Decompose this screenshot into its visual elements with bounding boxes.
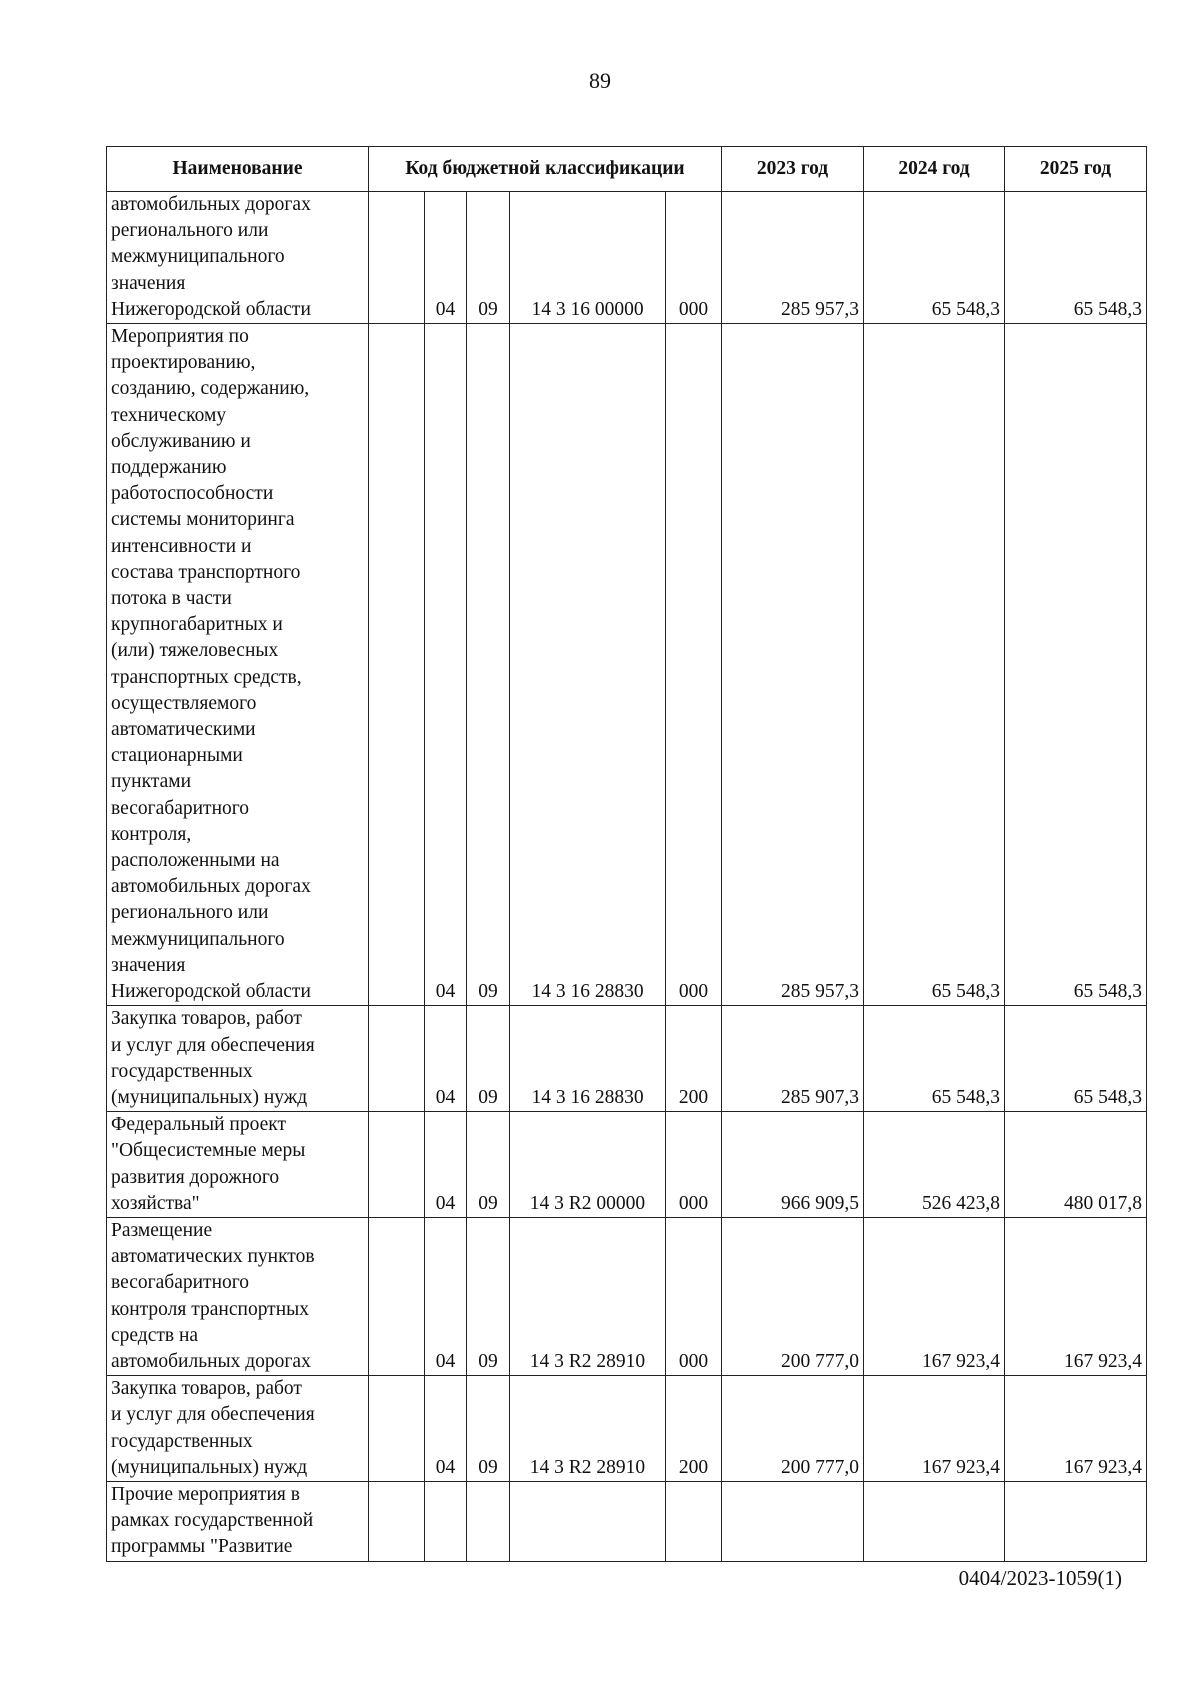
row-value-2024: 65 548,3 — [864, 192, 1005, 324]
row-name-line: потока в части — [111, 588, 232, 610]
row-name-line: Федеральный проект — [111, 1114, 286, 1136]
table-row — [107, 192, 1147, 324]
row-name-line: и услуг для обеспечения — [111, 1034, 315, 1056]
row-name-line: Размещение — [111, 1219, 213, 1241]
row-name — [107, 1217, 369, 1375]
row-name-line: автомобильных дорогах — [111, 876, 311, 898]
row-name-line: значения — [111, 954, 186, 976]
row-blank-cell — [369, 1481, 425, 1561]
row-value-2025: 65 548,3 — [1005, 1006, 1147, 1112]
table-row — [107, 1112, 1147, 1218]
row-subsection-code: 09 — [467, 1376, 510, 1482]
row-name-line: проектированию, — [111, 352, 256, 374]
row-name-line: техническому — [111, 404, 227, 426]
row-name-line: поддержанию — [111, 457, 227, 479]
row-name-line: Мероприятия по — [111, 326, 249, 348]
row-value-2024: 167 923,4 — [864, 1217, 1005, 1375]
row-expense-type — [666, 1481, 722, 1561]
row-section-code: 04 — [425, 1006, 467, 1112]
row-target-article: 14 3 16 28830 — [510, 324, 666, 1006]
row-blank-cell — [369, 324, 425, 1006]
row-blank-cell — [369, 1112, 425, 1218]
table-row — [107, 1481, 1147, 1561]
row-value-2024: 526 423,8 — [864, 1112, 1005, 1218]
row-name-line: автомобильных дорогах — [111, 194, 311, 215]
row-subsection-code: 09 — [467, 1006, 510, 1112]
row-blank-cell — [369, 192, 425, 324]
document-id: 0404/2023-1059(1) — [958, 1566, 1122, 1590]
row-name-line: Прочие мероприятия в — [111, 1483, 300, 1505]
row-section-code: 04 — [425, 324, 467, 1006]
row-name-line: и услуг для обеспечения — [111, 1404, 315, 1426]
row-target-article: 14 3 16 28830 — [510, 1006, 666, 1112]
row-value-2025: 480 017,8 — [1005, 1112, 1147, 1218]
row-subsection-code — [467, 1481, 510, 1561]
row-name-line: значения — [111, 272, 186, 294]
table-row — [107, 1376, 1147, 1482]
row-target-article: 14 3 R2 28910 — [510, 1217, 666, 1375]
row-name-line: (или) тяжеловесных — [111, 640, 279, 662]
row-name-line: межмуниципального — [111, 928, 285, 950]
row-name-line: автоматическими — [111, 719, 256, 741]
row-name-line: регионального или — [111, 220, 269, 242]
row-target-article: 14 3 16 00000 — [510, 192, 666, 324]
row-value-2024: 167 923,4 — [864, 1376, 1005, 1482]
row-value-2023: 285 957,3 — [722, 192, 864, 324]
row-value-2023: 200 777,0 — [722, 1217, 864, 1375]
row-name-line: состава транспортного — [111, 561, 301, 583]
row-name — [107, 1376, 369, 1482]
row-name — [107, 324, 369, 1006]
row-name-line: государственных — [111, 1060, 253, 1082]
row-value-2023 — [722, 1481, 864, 1561]
row-name-line: развития дорожного — [111, 1166, 280, 1188]
row-blank-cell — [369, 1217, 425, 1375]
row-target-article: 14 3 R2 28910 — [510, 1376, 666, 1482]
header-2025: 2025 год — [1005, 147, 1147, 192]
row-name-line: расположенными на — [111, 850, 280, 872]
table-row — [107, 1217, 1147, 1375]
table-row — [107, 324, 1147, 1006]
budget-table — [106, 146, 1147, 1562]
row-name-line: транспортных средств, — [111, 666, 302, 688]
row-name-line: Нижегородской области — [111, 298, 311, 320]
header-row — [107, 147, 1147, 192]
row-section-code: 04 — [425, 1376, 467, 1482]
row-target-article: 14 3 R2 00000 — [510, 1112, 666, 1218]
row-name-line: государственных — [111, 1430, 253, 1452]
row-section-code — [425, 1481, 467, 1561]
row-expense-type: 000 — [666, 324, 722, 1006]
row-name-line: регионального или — [111, 902, 269, 924]
row-name-line: контроля, — [111, 823, 192, 845]
row-value-2023: 966 909,5 — [722, 1112, 864, 1218]
row-value-2024 — [864, 1481, 1005, 1561]
header-name: Наименование — [107, 147, 369, 192]
table-row — [107, 1006, 1147, 1112]
row-name-line: межмуниципального — [111, 246, 285, 268]
row-name-line: Закупка товаров, работ — [111, 1008, 302, 1030]
row-subsection-code: 09 — [467, 192, 510, 324]
row-name-line: весогабаритного — [111, 1272, 250, 1294]
header-2023: 2023 год — [722, 147, 864, 192]
row-name-line: пунктами — [111, 771, 192, 793]
row-value-2025: 167 923,4 — [1005, 1217, 1147, 1375]
header-code: Код бюджетной классификации — [369, 147, 722, 192]
row-value-2025: 167 923,4 — [1005, 1376, 1147, 1482]
header-2024: 2024 год — [864, 147, 1005, 192]
row-name-line: рамках государственной — [111, 1510, 314, 1532]
row-name-line: созданию, содержанию, — [111, 378, 310, 400]
row-value-2025 — [1005, 1481, 1147, 1561]
row-name-line: Закупка товаров, работ — [111, 1378, 302, 1400]
row-name-line: работоспособности — [111, 483, 274, 505]
row-name-line: интенсивности и — [111, 535, 252, 557]
row-value-2024: 65 548,3 — [864, 1006, 1005, 1112]
row-name-line: "Общесистемные меры — [111, 1140, 306, 1162]
row-blank-cell — [369, 1376, 425, 1482]
row-expense-type: 000 — [666, 1217, 722, 1375]
row-name — [107, 1481, 369, 1561]
row-name-line: программы "Развитие — [111, 1536, 293, 1558]
row-value-2023: 285 957,3 — [722, 324, 864, 1006]
row-name-line: крупногабаритных и — [111, 614, 283, 636]
row-name-line: средств на — [111, 1324, 199, 1346]
row-section-code: 04 — [425, 192, 467, 324]
row-name-line: стационарными — [111, 745, 243, 767]
row-expense-type: 200 — [666, 1376, 722, 1482]
row-name-line: осуществляемого — [111, 692, 257, 714]
row-value-2025: 65 548,3 — [1005, 324, 1147, 1006]
row-name-line: (муниципальных) нужд — [111, 1456, 308, 1478]
row-name — [107, 1006, 369, 1112]
row-name-line: Нижегородской области — [111, 981, 311, 1003]
row-blank-cell — [369, 1006, 425, 1112]
row-name-line: (муниципальных) нужд — [111, 1086, 308, 1108]
row-subsection-code: 09 — [467, 1112, 510, 1218]
row-name-line: хозяйства" — [111, 1192, 200, 1214]
row-name-line: обслуживанию и — [111, 430, 251, 452]
row-name-line: весогабаритного — [111, 797, 250, 819]
row-section-code: 04 — [425, 1112, 467, 1218]
row-value-2025: 65 548,3 — [1005, 192, 1147, 324]
row-subsection-code: 09 — [467, 1217, 510, 1375]
row-expense-type: 200 — [666, 1006, 722, 1112]
row-value-2024: 65 548,3 — [864, 324, 1005, 1006]
row-name — [107, 1112, 369, 1218]
row-name-line: автоматических пунктов — [111, 1246, 315, 1268]
row-section-code: 04 — [425, 1217, 467, 1375]
row-name-line: контроля транспортных — [111, 1298, 309, 1320]
row-name-line: системы мониторинга — [111, 509, 295, 531]
row-name-line: автомобильных дорогах — [111, 1350, 311, 1372]
table-body — [107, 192, 1147, 1562]
row-value-2023: 200 777,0 — [722, 1376, 864, 1482]
row-value-2023: 285 907,3 — [722, 1006, 864, 1112]
page-number: 89 — [589, 68, 611, 93]
row-expense-type: 000 — [666, 1112, 722, 1218]
row-name — [107, 192, 369, 324]
row-subsection-code: 09 — [467, 324, 510, 1006]
row-target-article — [510, 1481, 666, 1561]
row-expense-type: 000 — [666, 192, 722, 324]
